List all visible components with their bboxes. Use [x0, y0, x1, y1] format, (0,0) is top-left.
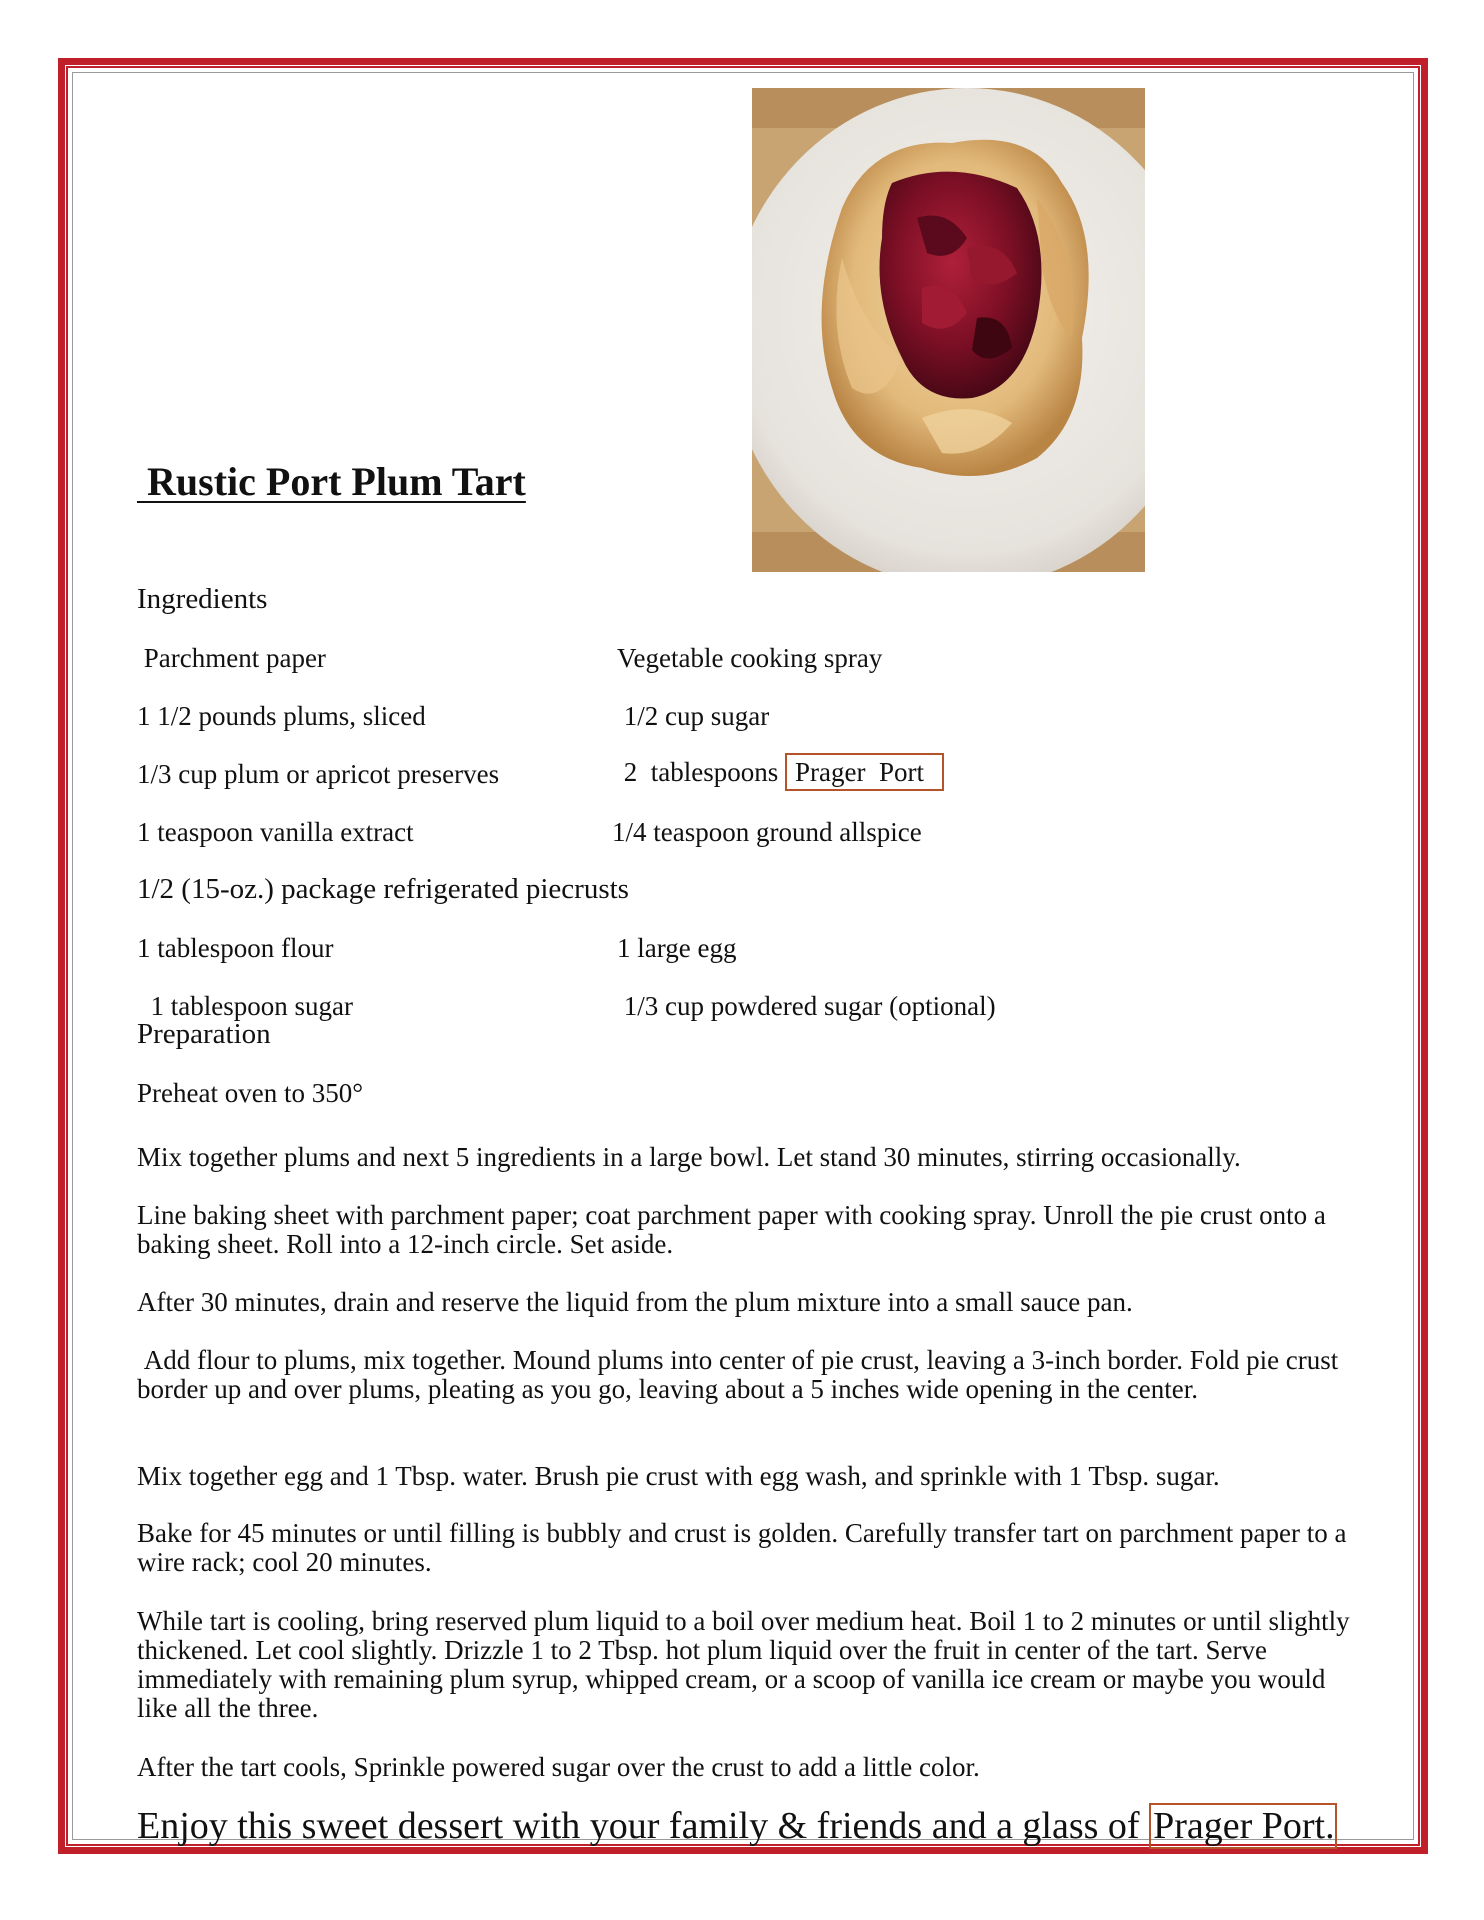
preparation-step: After 30 minutes, drain and reserve the liquid from the plum mixture into a small sauce pan. — [137, 1287, 1133, 1317]
ingredient-item: 1 tablespoon flour — [137, 933, 334, 963]
ingredient-item: Parchment paper — [137, 643, 326, 673]
ingredients-heading: Ingredients — [137, 583, 268, 615]
prager-port-highlight: Prager Port — [785, 753, 944, 791]
prager-port-highlight: Prager Port. — [1149, 1803, 1337, 1849]
ingredient-item: 1/3 cup plum or apricot preserves — [137, 759, 500, 789]
ingredient-item: 1/2 cup sugar — [617, 701, 770, 731]
preparation-step: Line baking sheet with parchment paper; coat parchment paper with cooking spray. Unroll the pie crust onto a baking sheet. Roll into a 12-inch circle. Set aside. — [137, 1200, 1326, 1259]
preparation-step: While tart is cooling, bring reserved plum liquid to a boil over medium heat. Boil 1 to 2 minutes or until slightly thickened. Let cool slightly. Drizzle 1 to 2 Tbsp. hot plum liquid over the fruit in center of the tart. Serve immediately with remaining plum syrup, whipped cream, or a scoop of vanilla ice cream or maybe you would like all the three. — [137, 1606, 1350, 1723]
preparation-step: Add flour to plums, mix together. Mound plums into center of pie crust, leaving a 3-inch border. Fold pie crust border up and over plums, pleating as you go, leaving about a 5 inches wide opening in the center. — [137, 1345, 1346, 1404]
preparation-step: Preheat oven to 350° — [137, 1078, 363, 1108]
ingredient-item: 1 tablespoon sugar — [137, 991, 353, 1021]
recipe-title: Rustic Port Plum Tart — [137, 459, 526, 504]
closing-line — [137, 1804, 1337, 1848]
ingredient-item: 1 large egg — [617, 933, 737, 963]
preparation-step: Mix together plums and next 5 ingredients in a large bowl. Let stand 30 minutes, stirring occasionally. — [137, 1142, 1241, 1172]
ingredient-item: Vegetable cooking spray — [617, 643, 883, 673]
preparation-step: After the tart cools, Sprinkle powered sugar over the crust to add a little color. — [137, 1752, 980, 1782]
preparation-heading: Preparation — [137, 1018, 271, 1050]
preparation-step: Mix together egg and 1 Tbsp. water. Brush pie crust with egg wash, and sprinkle with 1 Tbsp. sugar. — [137, 1461, 1220, 1491]
plum-tart-photo — [752, 88, 1145, 572]
closing-text: Enjoy this sweet dessert with your family & friends and a glass of — [137, 1805, 1150, 1847]
ingredient-item: 1 teaspoon vanilla extract — [137, 817, 414, 847]
ingredient-item — [617, 756, 944, 788]
ingredient-item: 1/3 cup powdered sugar (optional) — [617, 991, 996, 1021]
ingredient-item: 1 1/2 pounds plums, sliced — [137, 701, 426, 731]
ingredient-text: 2 tablespoons — [617, 757, 785, 787]
ingredient-item: 1/4 teaspoon ground allspice — [612, 817, 922, 847]
ingredient-item: 1/2 (15-oz.) package refrigerated piecrusts — [137, 873, 629, 905]
preparation-step: Bake for 45 minutes or until filling is bubbly and crust is golden. Carefully transfer tart on parchment paper to a wire rack; cool 20 minutes. — [137, 1518, 1347, 1577]
